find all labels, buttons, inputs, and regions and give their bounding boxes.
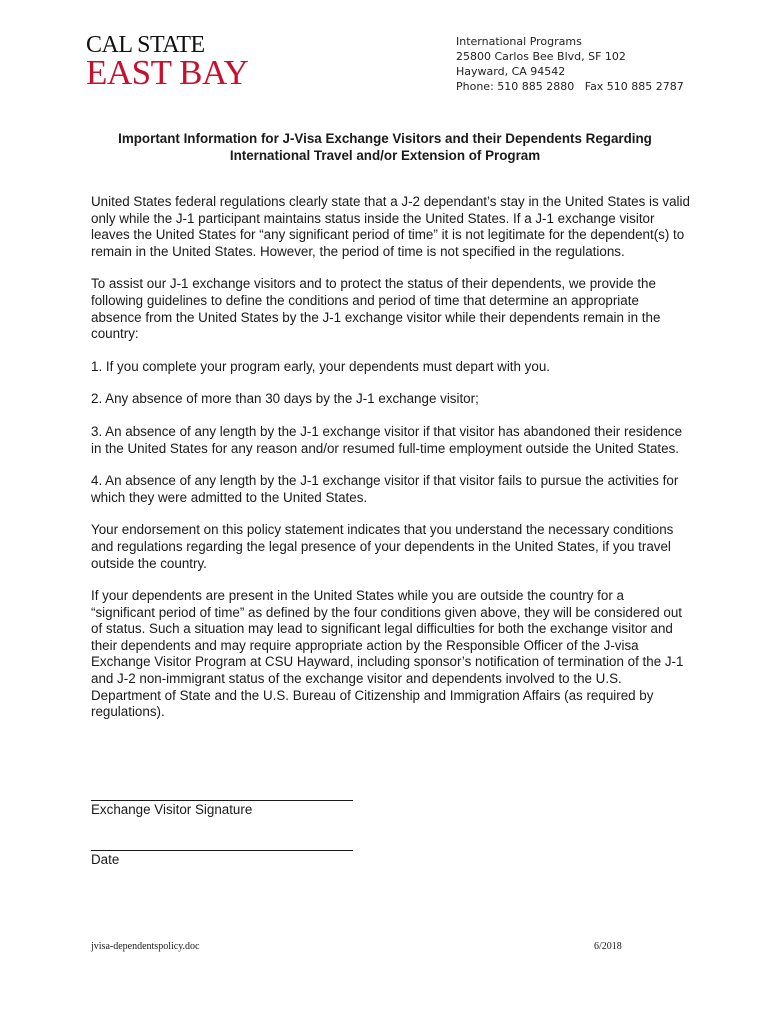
title-line-1: Important Information for J-Visa Exchange Visitors and their Dependents Regarding: [118, 131, 652, 146]
document-title: [60, 130, 710, 164]
paragraph-guidelines: To assist our J-1 exchange visitors and to protect the status of their dependents, we provide the following guidelines to define the conditions and period of time that determine an appropriate absence from the United States by the J-1 exchange visitor while their dependents remain in the country:: [91, 276, 661, 342]
logo-line-2: EAST BAY: [86, 53, 249, 92]
signature-label: Exchange Visitor Signature: [91, 802, 253, 817]
date-label: Date: [91, 852, 120, 867]
date-line[interactable]: [91, 838, 353, 851]
logo-line-1: CAL STATE: [86, 32, 205, 58]
cal-state-east-bay-logo: [86, 34, 248, 90]
paragraph-regulations: United States federal regulations clearly state that a J-2 dependant’s stay in the United States is valid only while the J-1 participant maintains status inside the United States. If a J-1 exchange visitor leaves the United States for “any significant period of time” it is not legitimate for the dependent(s) to remain in the United States. However, the period of time is not specified in the regulations.: [91, 194, 690, 259]
condition-4: 4. An absence of any length by the J-1 exchange visitor if that visitor fails to pursue the activities for which they were admitted to the United States.: [91, 473, 679, 505]
signature-line[interactable]: [91, 788, 353, 801]
document-body: [91, 194, 691, 737]
address-line: Phone: 510 885 2880 Fax 510 885 2787: [456, 80, 684, 93]
date-block: [91, 838, 353, 868]
signature-block: [91, 788, 353, 818]
address-line: 25800 Carlos Bee Blvd, SF 102: [456, 50, 626, 63]
footer-date: 6/2018: [594, 941, 622, 952]
title-line-2: International Travel and/or Extension of Program: [229, 148, 541, 163]
office-address: [456, 34, 684, 94]
condition-3: 3. An absence of any length by the J-1 exchange visitor if that visitor has abandoned their residence in the United States for any reason and/or resumed full-time employment outside the United States.: [91, 423, 683, 456]
address-line: Hayward, CA 94542: [456, 65, 566, 78]
condition-2: 2. Any absence of more than 30 days by the J-1 exchange visitor;: [91, 391, 479, 407]
paragraph-endorsement: Your endorsement on this policy statement indicates that you understand the necessary conditions and regulations regarding the legal presence of your dependents in the United States, if you travel outside the country.: [91, 522, 674, 571]
footer-filename: jvisa-dependentspolicy.doc: [91, 941, 200, 952]
paragraph-out-of-status: If your dependents are present in the United States while you are outside the country for a “significant period of time” as defined by the four conditions given above, they will be considered out of status. Such a situation may lead to significant legal difficulties for both the exchange visitor and their dependents and may require appropriate action by the Responsible Officer of the J-visa Exchange Visitor Program at CSU Hayward, including sponsor’s notification of termination of the J-1 and J-2 non-immigrant status of the exchange visitor and dependents involved to the U.S. Department of State and the U.S. Bureau of Citizenship and Immigration Affairs (as required by regulations).: [91, 588, 684, 720]
address-line: International Programs: [456, 35, 582, 48]
condition-1: 1. If you complete your program early, your dependents must depart with you.: [91, 358, 550, 374]
